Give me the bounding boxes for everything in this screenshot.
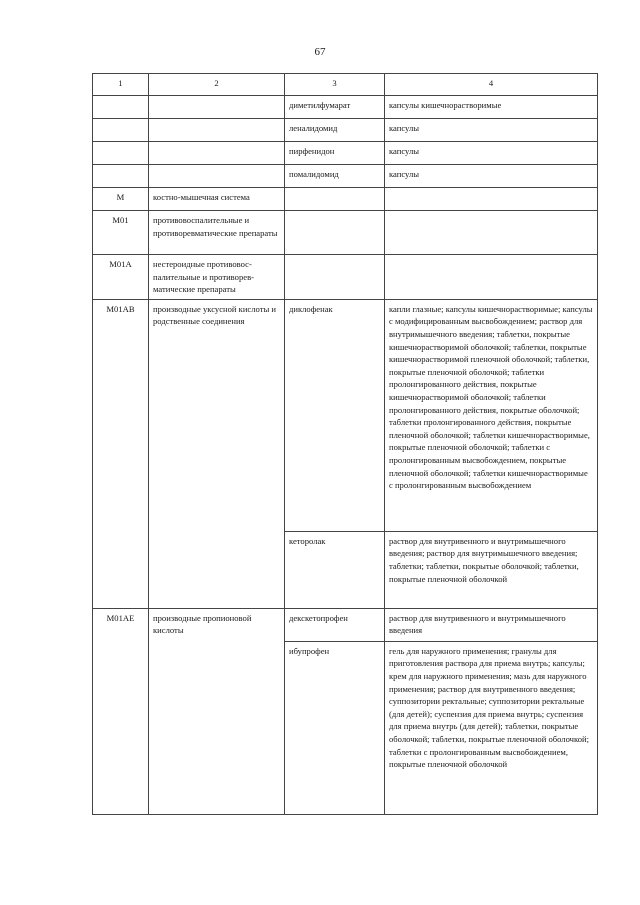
atc-code-cell: [93, 96, 149, 119]
table-row: [93, 165, 598, 188]
table-row: [93, 119, 598, 142]
table-header-row: [93, 74, 598, 96]
drug-cell: декскетопрофен: [285, 608, 385, 641]
dosage-forms-cell: раствор для внутривенного и внутримышечного введения: [385, 608, 598, 641]
drug-cell: [285, 188, 385, 211]
dosage-forms-cell: раствор для внутривенного и внутримышечного введения; раствор для внутримышечного введения; таблетки; таблетки, покрытые оболочкой; таблетки, покрытые пленочной оболочкой: [385, 531, 598, 608]
drug-cell: ибупрофен: [285, 641, 385, 814]
dosage-forms-cell: [385, 211, 598, 255]
group-cell: [149, 142, 285, 165]
dosage-forms-cell: капсулы кишечнорастворимые: [385, 96, 598, 119]
table-row: [93, 211, 598, 255]
table-row: [93, 299, 598, 531]
dosage-forms-cell: капсулы: [385, 119, 598, 142]
group-cell: производные пропионовой кислоты: [149, 608, 285, 814]
drug-cell: диметилфумарат: [285, 96, 385, 119]
drug-cell: леналидомид: [285, 119, 385, 142]
table-row: [93, 142, 598, 165]
atc-code-cell: [93, 165, 149, 188]
group-cell: [149, 165, 285, 188]
table-row: [93, 255, 598, 300]
dosage-forms-cell: капсулы: [385, 142, 598, 165]
atc-code-cell: [93, 142, 149, 165]
atc-code-cell: M01AB: [93, 299, 149, 608]
atc-code-cell: M01: [93, 211, 149, 255]
group-cell: нестероидные противовос-палительные и противорев-матические препараты: [149, 255, 285, 300]
column-header: 3: [285, 74, 385, 96]
drug-cell: [285, 255, 385, 300]
drug-cell: диклофенак: [285, 299, 385, 531]
atc-code-cell: M01AE: [93, 608, 149, 814]
dosage-forms-cell: гель для наружного применения; гранулы для приготовления раствора для приема внутрь; капсулы; крем для наружного применения; мазь для наружного применения; раствор для внутривенного введения; суппозитории ректальные; суппозитории ректальные (для детей); суспензия для приема внутрь; суспензия для приема внутрь (для детей); таблетки, покрытые оболочкой; таблетки, покрытые пленочной оболочкой; таблетки с пролонгированным высвобождением, покрытые пленочной оболочкой: [385, 641, 598, 814]
group-cell: костно-мышечная система: [149, 188, 285, 211]
drug-table: [92, 73, 598, 815]
group-cell: [149, 96, 285, 119]
group-cell: производные уксусной кислоты и родственные соединения: [149, 299, 285, 608]
table-row: [93, 188, 598, 211]
table-row: [93, 96, 598, 119]
atc-code-cell: M: [93, 188, 149, 211]
page-number: 67: [314, 46, 326, 58]
dosage-forms-cell: капли глазные; капсулы кишечнорастворимые; капсулы с модифицированным высвобождением; раствор для внутримышечного введения; таблетки, покрытые кишечнорастворимой оболочкой; таблетки, покрытые кишечнорастворимой пленочной оболочкой; таблетки, покрытые пленочной оболочкой; таблетки пролонгированного действия, покрытые кишечнорастворимой оболочкой; таблетки пролонгированного действия, покрытые оболочкой; таблетки пролонгированного действия, покрытые пленочной оболочкой; таблетки кишечнорастворимые, покрытые пленочной оболочкой; таблетки с пролонгированным высвобождением, покрытые пленочной оболочкой; таблетки кишечнорастворимые с пролонгированным высвобождением: [385, 299, 598, 531]
dosage-forms-cell: [385, 188, 598, 211]
dosage-forms-cell: [385, 255, 598, 300]
column-header: 2: [149, 74, 285, 96]
column-header: 4: [385, 74, 598, 96]
table-row: [93, 608, 598, 641]
drug-cell: помалидомид: [285, 165, 385, 188]
drug-cell: [285, 211, 385, 255]
group-cell: [149, 119, 285, 142]
column-header: 1: [93, 74, 149, 96]
group-cell: противовоспалительные и противоревматические препараты: [149, 211, 285, 255]
drug-cell: кеторолак: [285, 531, 385, 608]
dosage-forms-cell: капсулы: [385, 165, 598, 188]
atc-code-cell: M01A: [93, 255, 149, 300]
drug-cell: пирфенидон: [285, 142, 385, 165]
atc-code-cell: [93, 119, 149, 142]
